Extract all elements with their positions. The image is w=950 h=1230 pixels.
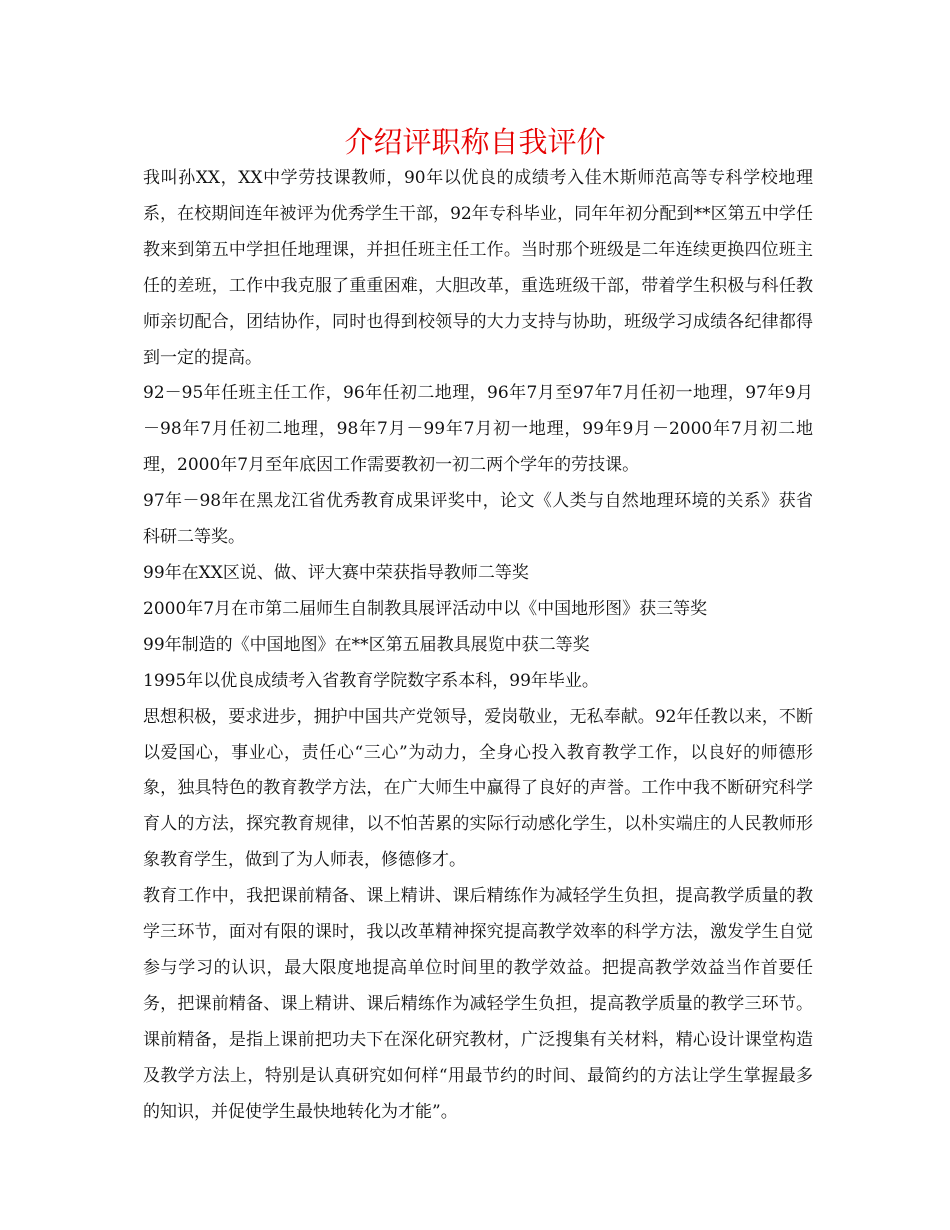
paragraph-award-china-map: 99年制造的《中国地图》在**区第五届教具展览中获二等奖 xyxy=(143,634,590,655)
paragraph-award-contest: 99年在XX区说、做、评大赛中荣获指导教师二等奖 xyxy=(143,562,529,583)
paragraph-intro: 我叫孙XX，XX中学劳技课教师，90年以优良的成绩考入佳木斯师范高等专科学校地理系，在校期间连年被评为优秀学生干部，92年专科毕业，同年年初分配到**区第五中学任教来到第五中学担任地理课，并担任班主任工作。当时那个班级是二年连续更换四位班主任的差班，工作中我克服了重重困难，大胆改革，重选班级干部，带着学生积极与科任教师亲切配合，团结协作，同时也得到校领导的大力支持与协助，班级学习成绩各纪律都得到一定的提高。 xyxy=(143,168,813,368)
paragraph-ethics: 思想积极，要求进步，拥护中国共产党领导，爱岗敬业，无私奉献。92年任教以来，不断以爱国心，事业心，责任心“三心”为动力，全身心投入教育教学工作，以良好的师德形象，独具特色的教育教学方法，在广大师生中赢得了良好的声誉。工作中我不断研究科学育人的方法，探究教育规律，以不怕苦累的实际行动感化学生，以朴实端庄的人民教师形象教育学生，做到了为人师表，修德修才。 xyxy=(143,706,813,871)
paragraph-education: 1995年以优良成绩考入省教育学院数字系本科，99年毕业。 xyxy=(143,670,599,691)
paragraph-award-paper: 97年－98年在黑龙江省优秀教育成果评奖中，论文《人类与自然地理环境的关系》获省科研二等奖。 xyxy=(143,491,813,548)
paragraph-teaching-method: 教育工作中，我把课前精备、课上精讲、课后精练作为减轻学生负担，提高教学质量的教学三环节，面对有限的课时，我以改革精神探究提高教学效率的科学方法，激发学生自觉参与学习的认识，最大限度地提高单位时间里的教学效益。把提高教学效益当作首要任务，把课前精备、课上精讲、课后精练作为减轻学生负担，提高教学质量的教学三环节。课前精备，是指上课前把功夫下在深化研究教材，广泛搜集有关材料，精心设计课堂构造及教学方法上，特别是认真研究如何样“用最节约的时间、最简约的方法让学生掌握最多的知识，并促使学生最快地转化为才能”。 xyxy=(143,886,813,1122)
paragraph-award-terrain-map: 2000年7月在市第二届师生自制教具展评活动中以《中国地形图》获三等奖 xyxy=(143,598,708,619)
document-title: 介绍评职称自我评价 xyxy=(344,125,606,159)
paragraph-teaching-history: 92－95年任班主任工作，96年任初二地理，96年7月至97年7月任初一地理，97年9月－98年7月任初二地理，98年7月－99年7月初一地理，99年9月－2000年7月初二地理，2000年7月至年底因工作需要教初一初二两个学年的劳技课。 xyxy=(143,383,813,476)
document-body xyxy=(143,161,813,1130)
